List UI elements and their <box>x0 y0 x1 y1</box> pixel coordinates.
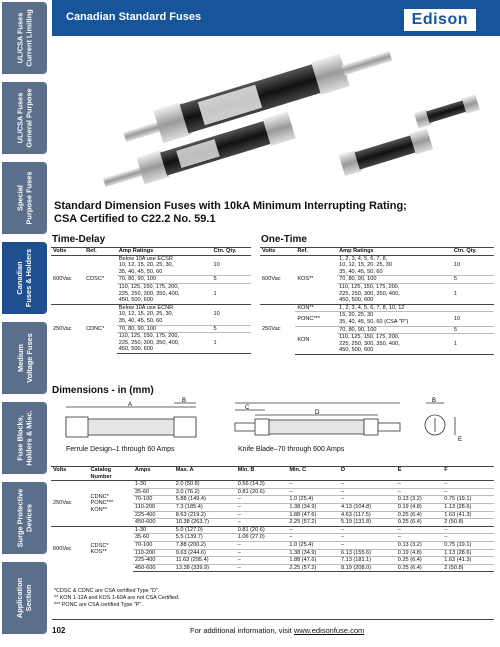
dim-cell: 7.3 (185.4) <box>174 503 236 511</box>
table-header-row <box>51 467 494 481</box>
col-header: E <box>396 467 442 481</box>
ferrule-caption: Ferrule Design–1 through 60 Amps <box>66 446 175 453</box>
col-header: Volts <box>51 248 84 256</box>
footnote: ** KON 1-12A and KOS 1-60A are not CSA Certified. <box>54 595 180 601</box>
qty-cell: 10 <box>212 304 251 325</box>
amps-cell: 1, 2, 3, 4, 5, 6, 7, 8, 10, 12 <box>337 304 452 312</box>
dim-cell: 1.38 (34.9) <box>287 503 339 511</box>
tab-label: Medium Voltage Fuses <box>15 333 34 383</box>
dim-cell: 2.25 (57.2) <box>287 564 339 572</box>
amps-cell: 1, 2, 3, 4, 5, 6, 7, 8, 10, 12, 15, 20, 25, 30 35, 40, 45, 50, 60 <box>337 255 452 276</box>
dim-cell: 5.88 (149.4) <box>174 496 236 504</box>
dim-cell: 70-100 <box>133 496 174 504</box>
tab-canadian-fuses[interactable] <box>2 242 47 314</box>
dim-cell: – <box>396 488 442 496</box>
table-row <box>260 312 494 326</box>
table-header-row <box>51 248 251 256</box>
col-header: Volts <box>51 467 89 481</box>
amps-cell: 110, 125, 150, 175, 200, 225, 250, 300, 350, 400, 450, 500, 600 <box>337 334 452 355</box>
dim-letter-c: C <box>245 405 250 411</box>
footnote: *** PONC are CSA certified Type "P". <box>54 602 143 608</box>
csa-p-note: (CSA "P") <box>384 318 409 325</box>
dim-letter-b-end: B <box>432 398 437 404</box>
one-time-title: One-Time <box>261 234 307 245</box>
tab-label: Application Section <box>15 577 34 619</box>
catalog-cell: CDNC* PONC*** KON** <box>89 481 133 527</box>
col-header: Max. A <box>174 467 236 481</box>
dim-cell: – <box>287 534 339 542</box>
dimensions-title: Dimensions - in (mm) <box>52 385 154 396</box>
dim-cell: 70-100 <box>133 541 174 549</box>
dim-cell: 1.13 (28.6) <box>442 503 494 511</box>
dim-cell: 6.13 (155.6) <box>339 549 396 557</box>
dim-cell: – <box>236 503 288 511</box>
page-title: Canadian Standard Fuses <box>66 11 202 23</box>
qty-cell <box>452 304 494 312</box>
col-header: Min. B <box>236 467 288 481</box>
qty-cell: 5 <box>212 276 251 284</box>
tab-special-purpose[interactable] <box>2 162 47 234</box>
tab-label: Fuse Blocks, Holders & Misc. <box>15 410 34 466</box>
dim-cell: 0.56 (14.3) <box>236 481 288 489</box>
dim-cell: 1-30 <box>133 526 174 534</box>
dim-cell: 0.13 (3.2) <box>396 541 442 549</box>
dim-cell: – <box>287 481 339 489</box>
table-row <box>51 526 494 534</box>
volts-cell: 250Vac <box>51 304 84 353</box>
knife-blade-caption: Knife Blade–70 through 600 Amps <box>238 446 345 453</box>
dim-cell: 2.25 (57.2) <box>287 519 339 527</box>
dim-cell: 1.38 (34.9) <box>287 549 339 557</box>
dim-cell: 4.13 (104.8) <box>339 503 396 511</box>
ref-cell: PONC*** <box>295 312 337 326</box>
dim-cell: – <box>442 534 494 542</box>
col-header: D <box>339 467 396 481</box>
dim-cell: – <box>339 526 396 534</box>
dim-cell: – <box>442 488 494 496</box>
dim-cell: 110-200 <box>133 549 174 557</box>
section-heading <box>54 200 494 226</box>
dim-cell: 1.06 (27.0) <box>236 534 288 542</box>
page-number: 102 <box>52 626 66 635</box>
dim-cell: – <box>442 481 494 489</box>
dim-cell: 1.0 (25.4) <box>287 496 339 504</box>
footnote: *CDSC & CDNC are CSA certified Type "D". <box>54 588 160 594</box>
amps-cell <box>337 312 452 326</box>
dim-cell: 2 (50.8) <box>442 564 494 572</box>
sidebar <box>0 0 50 647</box>
volts-cell: 250Vac <box>260 304 295 354</box>
dim-cell: 0.75 (19.1) <box>442 541 494 549</box>
dim-cell: – <box>396 534 442 542</box>
table-row <box>260 326 494 334</box>
dim-cell: 7.88 (200.2) <box>174 541 236 549</box>
volts-cell: 600Vac <box>51 526 89 572</box>
col-header: Volts <box>260 248 295 256</box>
col-header: Ref. <box>84 248 117 256</box>
amps-cell: Below 10A use ECSR 10, 12, 15, 20, 25, 30, 35, 40, 45, 50, 60 <box>117 255 212 276</box>
ferrule-drawing <box>66 403 196 437</box>
end-view-drawing <box>425 403 455 435</box>
dim-cell: 1.88 (47.6) <box>287 557 339 565</box>
dim-cell: – <box>339 496 396 504</box>
tab-ul-csa-general-purpose[interactable] <box>2 82 47 154</box>
qty-cell: 10 <box>212 255 251 276</box>
one-time-table <box>260 247 494 355</box>
qty-cell: 5 <box>212 325 251 333</box>
col-header: Amp Ratings <box>337 248 452 256</box>
dim-cell: – <box>339 534 396 542</box>
dim-letter-a: A <box>128 402 133 408</box>
dim-cell: 0.25 (6.4) <box>396 519 442 527</box>
amps-cell: 70, 80, 90, 100 <box>337 276 452 284</box>
footer-text: For additional information, visit <box>190 626 292 635</box>
dim-cell: 1.13 (28.6) <box>442 549 494 557</box>
tab-medium-voltage[interactable] <box>2 322 47 394</box>
amps-cell: 70, 80, 90, 100 <box>117 325 212 333</box>
amps-cell: 70, 80, 90, 100 <box>337 326 452 334</box>
dim-cell: 0.19 (4.8) <box>396 503 442 511</box>
qty-cell: 5 <box>452 326 494 334</box>
heading-line-1: Standard Dimension Fuses with 10kA Minimum Interrupting Rating; <box>54 200 407 212</box>
col-header: Ref. <box>295 248 337 256</box>
time-delay-table <box>51 247 251 354</box>
dim-cell: 1-30 <box>133 481 174 489</box>
footnotes <box>54 588 180 609</box>
tab-label: UL/CSA Fuses General Purpose <box>15 88 34 148</box>
dim-cell: 3.0 (76.2) <box>174 488 236 496</box>
dim-cell: 0.19 (4.8) <box>396 549 442 557</box>
dim-letter-e: E <box>458 437 463 443</box>
dim-cell: 450-600 <box>133 519 174 527</box>
qty-cell: 10 <box>452 255 494 276</box>
dim-cell: – <box>236 549 288 557</box>
dim-cell: 8.63 (219.2) <box>174 511 236 519</box>
dim-cell: 7.13 (181.1) <box>339 557 396 565</box>
tab-label: Canadian Fuses & Holders <box>15 248 34 308</box>
qty-cell: 1 <box>452 334 494 355</box>
dim-cell: – <box>236 519 288 527</box>
dim-cell: – <box>287 488 339 496</box>
knife-blade-drawing <box>235 403 400 435</box>
dim-cell: 450-600 <box>133 564 174 572</box>
amps-cell: 110, 125, 150, 175, 200, 225, 250, 300, 350, 400, 450, 500, 600 <box>117 333 212 354</box>
dim-cell: – <box>236 564 288 572</box>
dim-cell: – <box>339 488 396 496</box>
dim-cell: 0.25 (6.4) <box>396 564 442 572</box>
table-row <box>51 255 251 276</box>
dim-cell: – <box>236 511 288 519</box>
table-header-row <box>260 248 494 256</box>
ref-cell: CDSC* <box>84 255 117 304</box>
volts-cell: 600Vac <box>51 255 84 304</box>
dim-cell: 35-60 <box>133 534 174 542</box>
qty-cell: 10 <box>452 312 494 326</box>
dim-letter-b: B <box>182 398 187 404</box>
col-header: Amps <box>133 467 174 481</box>
website-link[interactable]: www.edisonfuse.com <box>293 626 365 635</box>
ref-cell: KOS** <box>295 255 337 304</box>
tab-fuse-blocks[interactable] <box>2 402 47 474</box>
col-header: Catalog Number <box>89 467 133 481</box>
dimension-drawings <box>60 397 480 445</box>
amps-cell: 110, 125, 150, 175, 200, 225, 250, 300, 350, 400, 450, 500, 600 <box>337 283 452 304</box>
catalog-cell: CDSC* KOS** <box>89 526 133 572</box>
dim-cell: 5.19 (131.8) <box>339 519 396 527</box>
qty-cell: 1 <box>452 283 494 304</box>
tab-surge-protective[interactable] <box>2 482 47 554</box>
dim-cell: 225-400 <box>133 511 174 519</box>
dim-cell: 0.25 (6.4) <box>396 557 442 565</box>
amps-cell: 70, 80, 90, 100 <box>117 276 212 284</box>
dim-cell: – <box>396 481 442 489</box>
dim-cell: 0.81 (20.6) <box>236 526 288 534</box>
dim-cell: 11.63 (295.4) <box>174 557 236 565</box>
dim-cell: 2.0 (50.8) <box>174 481 236 489</box>
dim-cell: 5.5 (139.7) <box>174 534 236 542</box>
dim-cell: 9.63 (244.6) <box>174 549 236 557</box>
col-header: Min. C <box>287 467 339 481</box>
dim-cell: 4.63 (117.5) <box>339 511 396 519</box>
col-header: Ctn. Qty. <box>212 248 251 256</box>
dim-cell: – <box>396 526 442 534</box>
dim-cell: 225-400 <box>133 557 174 565</box>
dim-cell: 13.38 (339.9) <box>174 564 236 572</box>
volts-cell: 600Vac <box>260 255 295 304</box>
dim-cell: 2 (50.8) <box>442 519 494 527</box>
tab-label: Surge Protective Devices <box>15 488 34 548</box>
heading-line-2: CSA Certified to C22.2 No. 59.1 <box>54 213 216 225</box>
dim-cell: 8.19 (208.0) <box>339 564 396 572</box>
fuse-product-image <box>60 42 490 190</box>
dim-cell: 1.88 (47.6) <box>287 511 339 519</box>
dim-cell: 0.25 (6.4) <box>396 511 442 519</box>
dim-cell: – <box>442 526 494 534</box>
dim-cell: 1.63 (41.3) <box>442 511 494 519</box>
amps-cell: 110, 125, 150, 175, 200, 225, 250, 300, 350, 400, 450, 500, 600 <box>117 283 212 304</box>
dim-cell: 110-200 <box>133 503 174 511</box>
dim-cell: – <box>236 557 288 565</box>
col-header: Amp Ratings <box>117 248 212 256</box>
qty-cell: 5 <box>452 276 494 284</box>
volts-cell: 250Vac <box>51 481 89 527</box>
dim-cell: – <box>287 526 339 534</box>
qty-cell: 1 <box>212 333 251 354</box>
tab-ul-csa-current-limiting[interactable] <box>2 2 47 74</box>
table-row <box>260 255 494 276</box>
header-bar <box>52 0 500 36</box>
dim-cell: – <box>339 541 396 549</box>
dim-cell: – <box>236 496 288 504</box>
amps-text: 15, 20, 25, 30 35, 40, 45, 50, 60 <box>339 312 383 325</box>
dimensions-table <box>51 466 494 572</box>
dim-cell: 35-60 <box>133 488 174 496</box>
amps-cell: Below 10A use ECNR 10, 12, 15, 20, 25, 30, 35, 40, 45, 50, 60 <box>117 304 212 325</box>
dim-letter-d: D <box>315 410 320 416</box>
dim-cell: – <box>339 481 396 489</box>
tab-label: Special Purpose Fuses <box>15 171 34 225</box>
edison-logo: Edison <box>402 7 478 33</box>
dim-cell: 1.0 (25.4) <box>287 541 339 549</box>
dim-cell: 5.0 (127.0) <box>174 526 236 534</box>
dim-cell: 0.13 (3.2) <box>396 496 442 504</box>
table-row <box>51 481 494 489</box>
col-header: F <box>442 467 494 481</box>
dim-cell: 1.63 (41.3) <box>442 557 494 565</box>
qty-cell: 1 <box>212 283 251 304</box>
col-header: Ctn. Qty. <box>452 248 494 256</box>
table-row <box>51 304 251 325</box>
footer-divider <box>52 619 494 620</box>
dim-cell: 10.38 (263.7) <box>174 519 236 527</box>
ref-cell: KON <box>295 326 337 354</box>
ref-cell: CDNC* <box>84 304 117 353</box>
dim-cell: 0.75 (19.1) <box>442 496 494 504</box>
dim-cell: 0.81 (20.6) <box>236 488 288 496</box>
ref-cell: KON** <box>295 304 337 312</box>
table-row <box>260 304 494 312</box>
tab-application-section[interactable] <box>2 562 47 634</box>
dim-cell: – <box>236 541 288 549</box>
time-delay-title: Time-Delay <box>52 234 106 245</box>
tab-label: UL/CSA Fuses Current Limiting <box>15 9 34 67</box>
